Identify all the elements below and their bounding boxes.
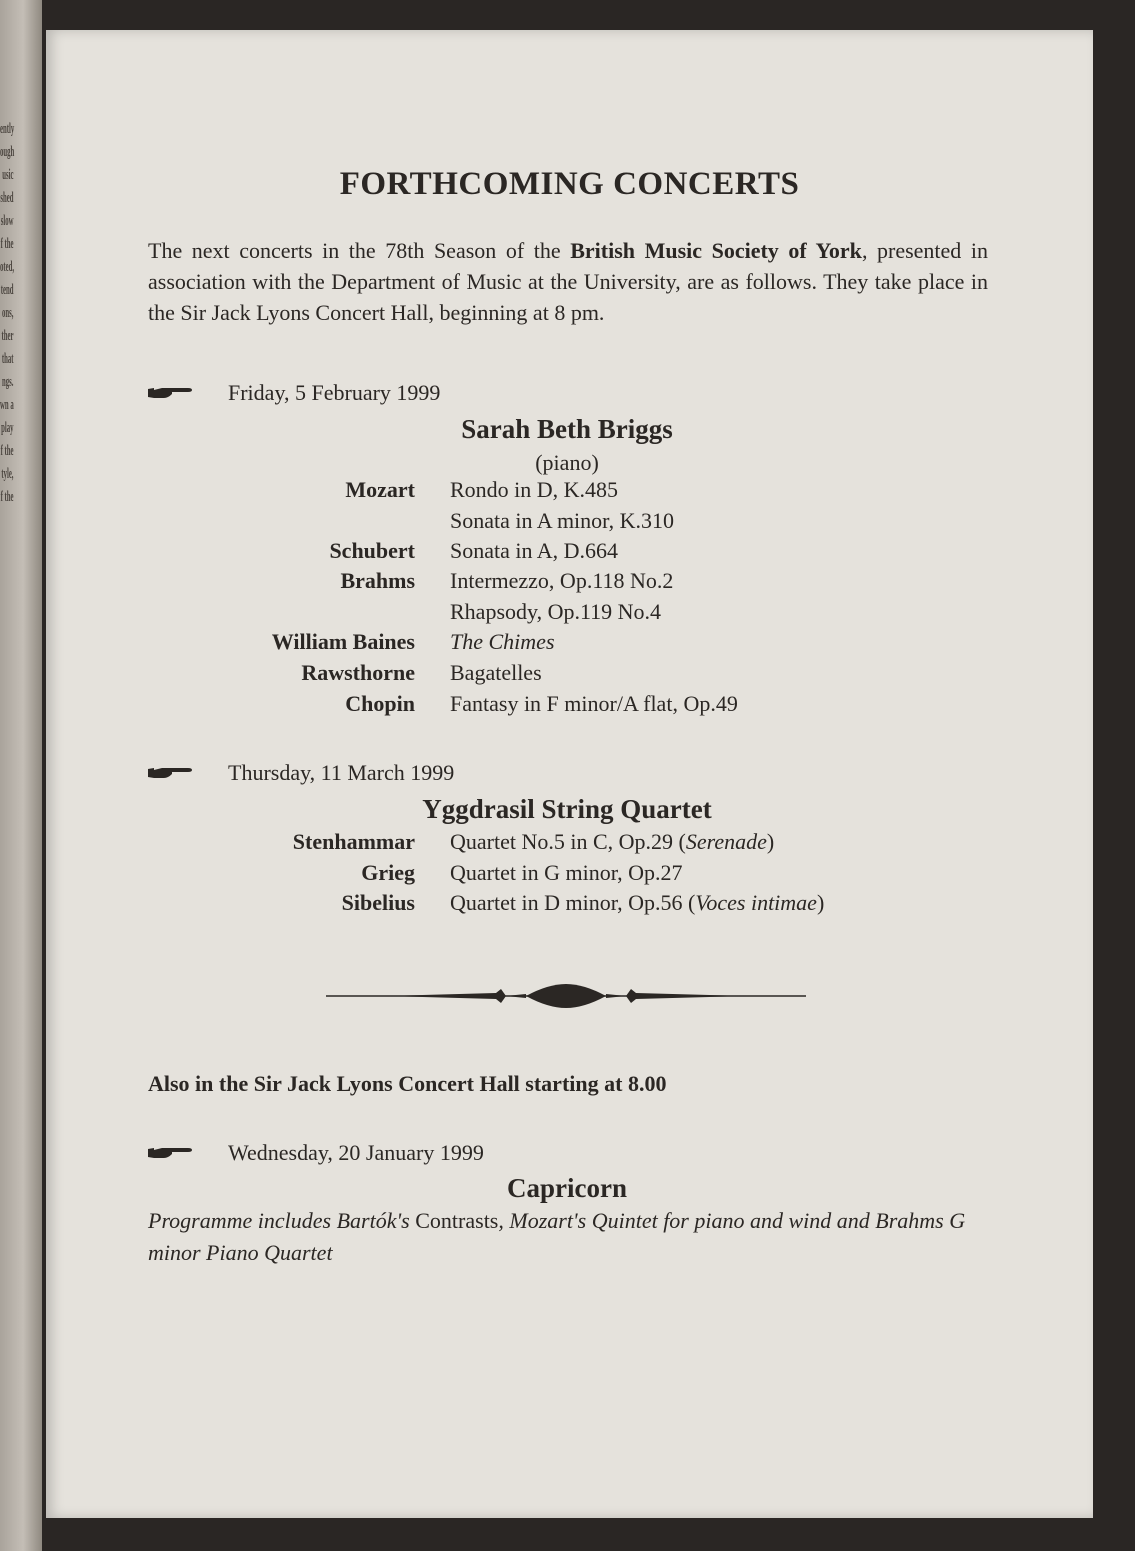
programme-row bbox=[46, 660, 1093, 690]
description-work-title: Contrasts bbox=[415, 1208, 499, 1233]
event-date-line bbox=[148, 1140, 484, 1166]
work-title-end: ) bbox=[816, 890, 825, 915]
composer: William Baines bbox=[271, 629, 415, 654]
programme-row bbox=[46, 890, 1093, 920]
programme-row bbox=[46, 477, 1093, 507]
work-title: Intermezzo, Op.118 No.2 bbox=[450, 568, 674, 593]
intro-paragraph bbox=[148, 235, 988, 328]
composer: Chopin bbox=[345, 691, 415, 716]
composer: Brahms bbox=[340, 568, 415, 593]
work-title-text: Quartet in G minor, Op.27 bbox=[450, 860, 683, 885]
event-date-line bbox=[148, 760, 454, 786]
pointing-hand-icon bbox=[148, 386, 192, 400]
performer-instrument: (piano) bbox=[535, 450, 599, 475]
work-title bbox=[450, 860, 683, 886]
ornamental-divider bbox=[326, 980, 806, 1012]
composer: Schubert bbox=[329, 538, 415, 563]
work-title bbox=[450, 829, 774, 855]
work-subtitle: Voces intimae bbox=[695, 890, 817, 915]
event-date-line bbox=[148, 380, 440, 406]
facing-page-bleed-text: ently ough usic shed slow f the oted, tend ons, ther that ngs. wn a play f the tyle, f the bbox=[0, 121, 15, 505]
work-title: Rondo in D, K.485 bbox=[450, 477, 619, 502]
performer-name: Sarah Beth Briggs bbox=[461, 414, 673, 444]
programme-row bbox=[46, 629, 1093, 659]
work-title bbox=[450, 890, 824, 916]
work-title-end: ) bbox=[766, 829, 775, 854]
programme-row bbox=[46, 829, 1093, 859]
programme-row bbox=[46, 568, 1093, 598]
pointing-hand-icon bbox=[148, 766, 192, 780]
performer-name: Capricorn bbox=[507, 1173, 627, 1203]
composer: Mozart bbox=[345, 477, 415, 502]
work-title: Fantasy in F minor/A flat, Op.49 bbox=[450, 691, 738, 716]
work-title: Rhapsody, Op.119 No.4 bbox=[450, 599, 662, 624]
also-heading: Also in the Sir Jack Lyons Concert Hall starting at 8.00 bbox=[148, 1071, 667, 1096]
facing-page-edge bbox=[0, 0, 42, 1551]
programme-row bbox=[46, 691, 1093, 721]
work-title: Sonata in A minor, K.310 bbox=[450, 508, 675, 533]
work-title: The Chimes bbox=[450, 629, 555, 654]
composer: Rawsthorne bbox=[301, 660, 415, 685]
event-date: Wednesday, 20 January 1999 bbox=[228, 1140, 484, 1165]
intro-text-end: , presented in association with the Department of Music at the University, are as follows. They take place in the Sir Jack Lyons Concert Hall, beginning at 8 pm. bbox=[148, 238, 989, 325]
intro-text-start: The next concerts in the 78th Season of the bbox=[148, 238, 571, 263]
performer-name: Yggdrasil String Quartet bbox=[422, 794, 712, 824]
description-text: , Mozart's Quintet for piano and wind and Brahms G minor Piano Quartet bbox=[148, 1208, 966, 1265]
work-title-text: Quartet in D minor, Op.56 ( bbox=[450, 890, 696, 915]
work-title: Sonata in A, D.664 bbox=[450, 538, 619, 563]
page-title: FORTHCOMING CONCERTS bbox=[339, 166, 800, 202]
pointing-hand-icon bbox=[148, 1146, 192, 1160]
event-date: Thursday, 11 March 1999 bbox=[228, 760, 455, 785]
programme-row bbox=[46, 538, 1093, 568]
composer: Stenhammar bbox=[292, 829, 415, 854]
work-title-text: Quartet No.5 in C, Op.29 ( bbox=[450, 829, 686, 854]
description-text: Programme includes Bartók's bbox=[148, 1208, 416, 1233]
work-title: Bagatelles bbox=[450, 660, 542, 685]
society-name: British Music Society of York bbox=[570, 238, 862, 263]
event-date: Friday, 5 February 1999 bbox=[228, 380, 441, 405]
programme-row bbox=[46, 508, 1093, 538]
programme-row bbox=[46, 599, 1093, 629]
composer: Grieg bbox=[361, 860, 415, 885]
programme-page bbox=[46, 30, 1093, 1518]
composer: Sibelius bbox=[341, 890, 415, 915]
event-description bbox=[148, 1205, 968, 1269]
work-subtitle: Serenade bbox=[685, 829, 767, 854]
programme-row bbox=[46, 860, 1093, 890]
